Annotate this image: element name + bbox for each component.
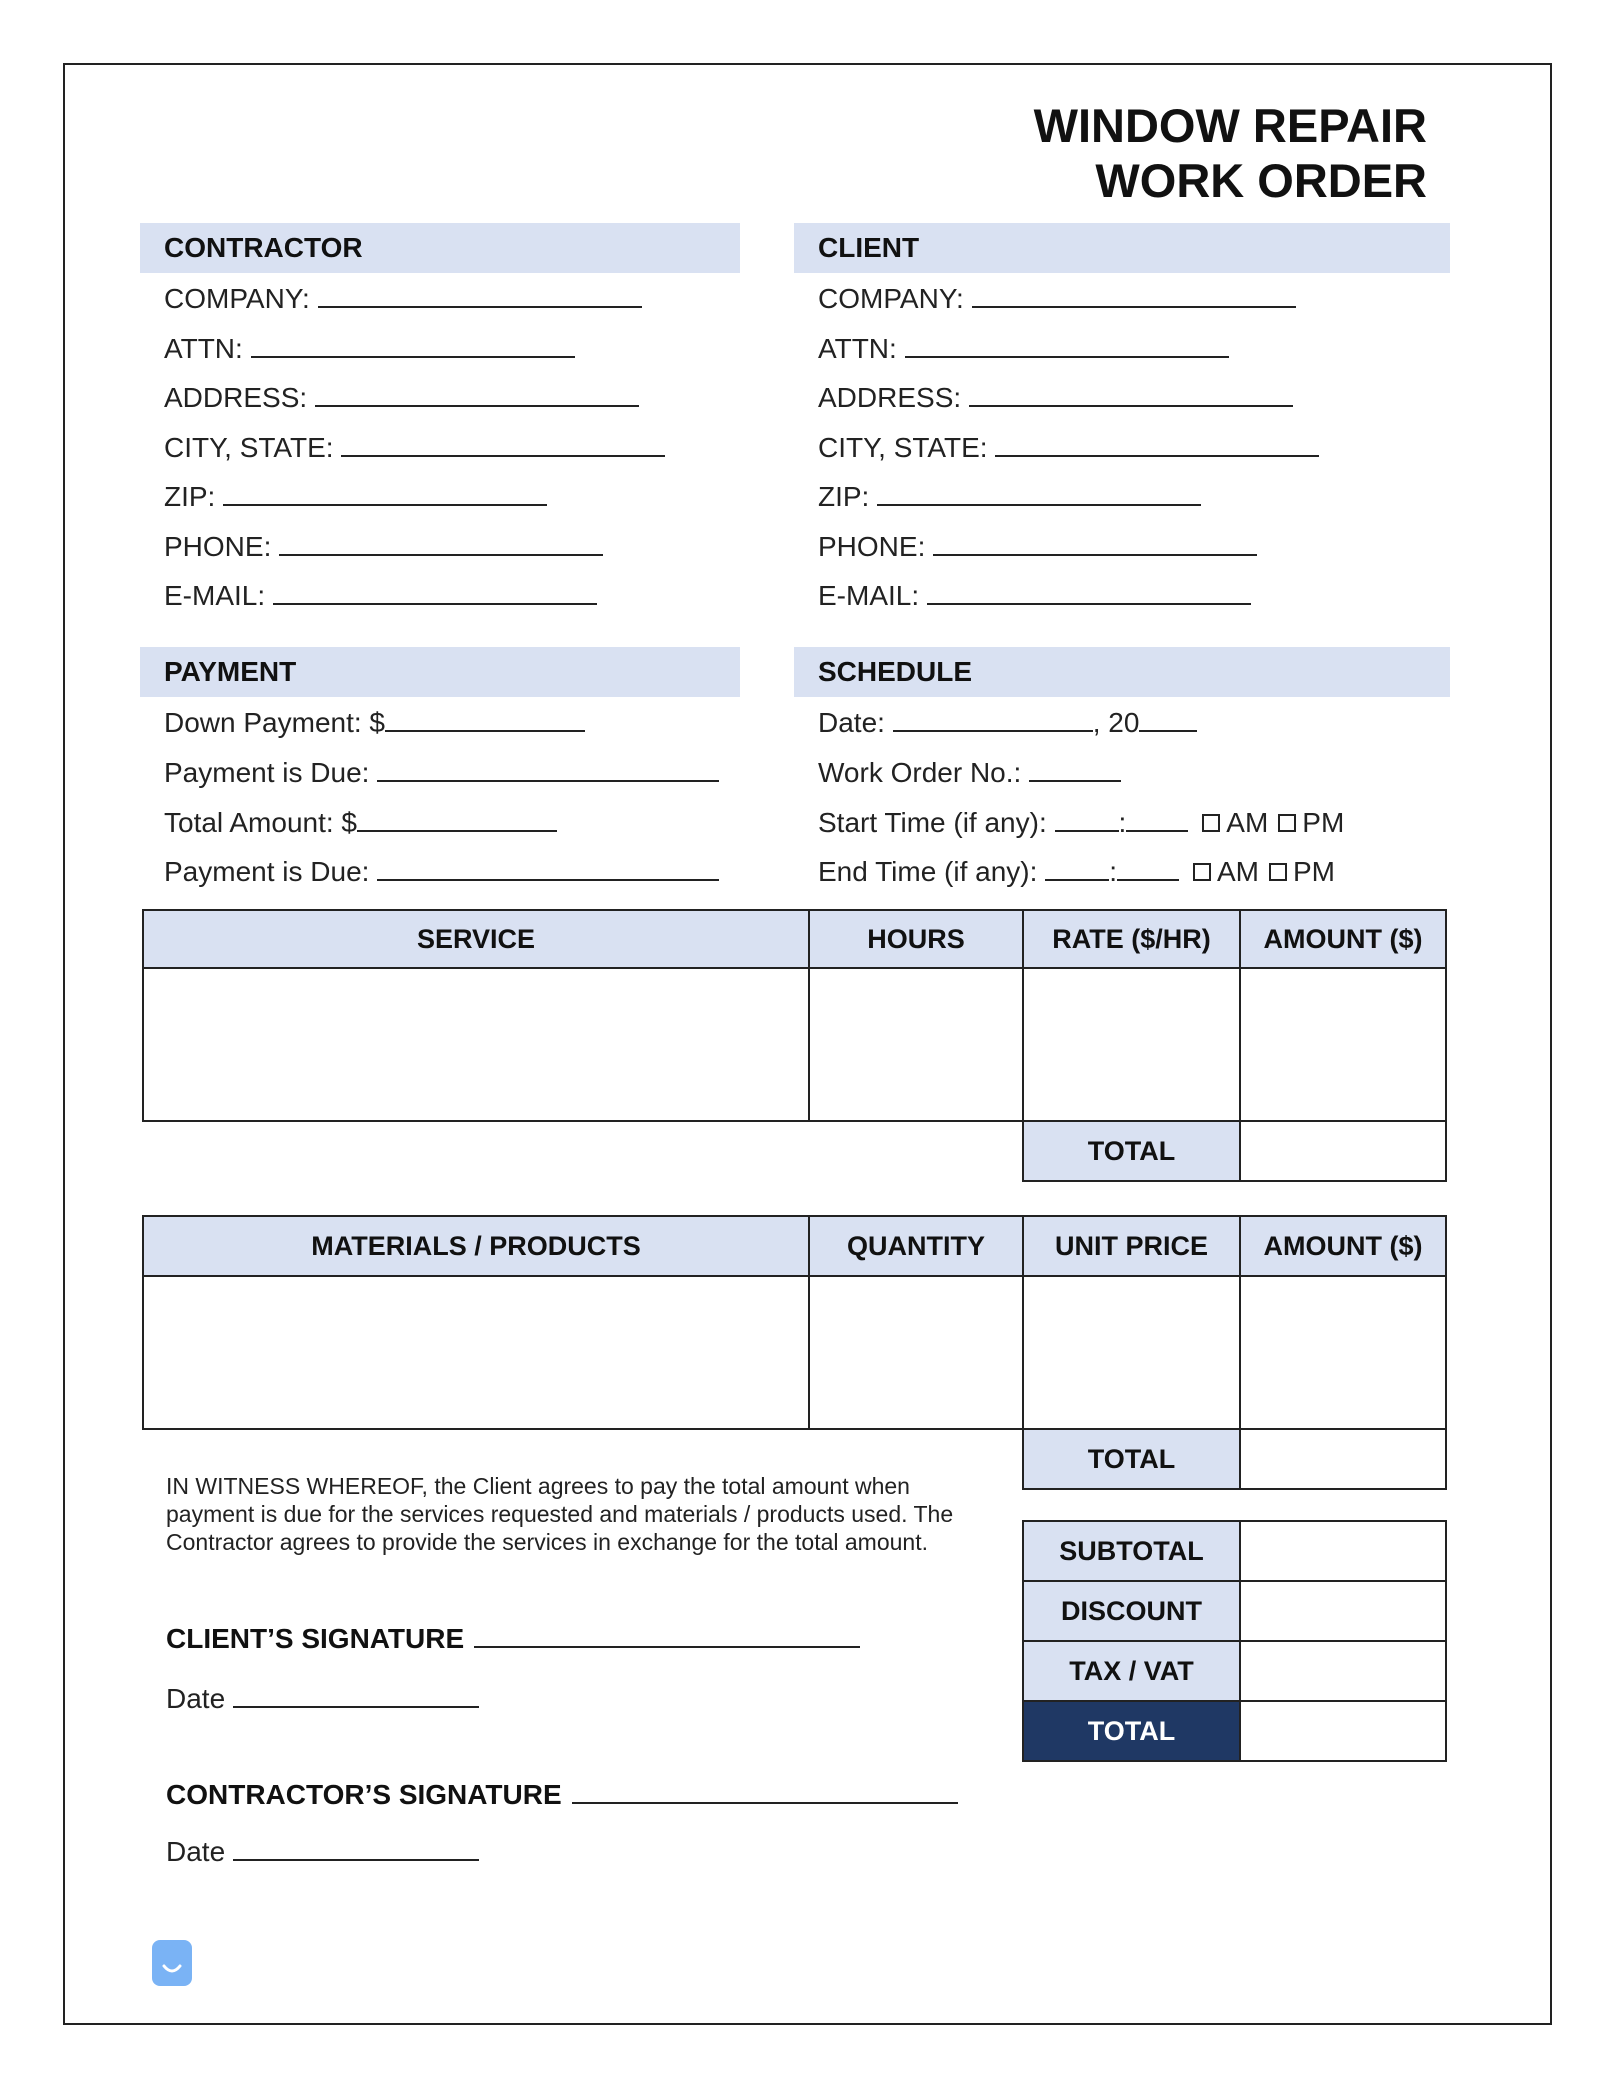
contractor-phone-input[interactable]: [279, 528, 603, 556]
start-minute-input[interactable]: [1126, 804, 1188, 832]
down-payment-field: Down Payment: $: [164, 704, 585, 741]
client-company-input[interactable]: [972, 280, 1296, 308]
schedule-date-input[interactable]: [893, 704, 1093, 732]
client-attn-field: ATTN:: [818, 330, 1229, 367]
service-amount-cell[interactable]: [1240, 968, 1446, 1121]
hours-header: HOURS: [809, 910, 1023, 968]
end-time-field: End Time (if any): : AM PM: [818, 853, 1335, 890]
tax-cell[interactable]: [1240, 1641, 1446, 1701]
discount-cell[interactable]: [1240, 1581, 1446, 1641]
contractor-attn-field: ATTN:: [164, 330, 575, 367]
subtotal-label: SUBTOTAL: [1023, 1521, 1240, 1581]
contractor-address-input[interactable]: [315, 379, 639, 407]
contractor-email-field: E-MAIL:: [164, 577, 597, 614]
materials-total-label: TOTAL: [1023, 1429, 1240, 1489]
work-order-number-field: Work Order No.:: [818, 754, 1121, 791]
subtotal-cell[interactable]: [1240, 1521, 1446, 1581]
contractor-company-field: COMPANY:: [164, 280, 642, 317]
materials-cell[interactable]: [143, 1276, 809, 1429]
schedule-date-field: Date: , 20: [818, 704, 1197, 741]
empty-cell: [809, 1121, 1023, 1181]
materials-amount-header: AMOUNT ($): [1240, 1216, 1446, 1276]
contractor-attn-input[interactable]: [251, 330, 575, 358]
client-phone-field: PHONE:: [818, 528, 1257, 565]
client-attn-input[interactable]: [905, 330, 1229, 358]
contractor-heading: CONTRACTOR: [140, 223, 740, 273]
summary-table: [1022, 1520, 1447, 1762]
materials-table: [142, 1215, 1447, 1490]
work-order-number-input[interactable]: [1029, 754, 1121, 782]
services-total-cell[interactable]: [1240, 1121, 1446, 1181]
end-pm-checkbox-icon[interactable]: [1269, 863, 1287, 881]
materials-header: MATERIALS / PRODUCTS: [143, 1216, 809, 1276]
smile-logo-icon: [152, 1940, 192, 1986]
payment-due-field-1: Payment is Due:: [164, 754, 719, 791]
hours-cell[interactable]: [809, 968, 1023, 1121]
client-heading: CLIENT: [794, 223, 1450, 273]
payment-due-input-2[interactable]: [377, 853, 719, 881]
client-signature-field: CLIENT’S SIGNATURE: [166, 1620, 860, 1655]
schedule-heading: SCHEDULE: [794, 647, 1450, 697]
services-table: [142, 909, 1447, 1182]
client-city-state-field: CITY, STATE:: [818, 429, 1319, 466]
end-am-checkbox-icon[interactable]: [1193, 863, 1211, 881]
client-signature-input[interactable]: [474, 1620, 860, 1648]
grand-total-cell[interactable]: [1240, 1701, 1446, 1761]
document-title: [1034, 98, 1427, 208]
tax-label: TAX / VAT: [1023, 1641, 1240, 1701]
contractor-city-state-input[interactable]: [341, 429, 665, 457]
contractor-signature-input[interactable]: [572, 1776, 958, 1804]
materials-total-cell[interactable]: [1240, 1429, 1446, 1489]
client-email-field: E-MAIL:: [818, 577, 1251, 614]
payment-due-field-2: Payment is Due:: [164, 853, 719, 890]
contractor-address-field: ADDRESS:: [164, 379, 639, 416]
unit-price-header: UNIT PRICE: [1023, 1216, 1240, 1276]
client-zip-field: ZIP:: [818, 478, 1201, 515]
title-line-2: WORK ORDER: [1095, 154, 1427, 207]
contractor-phone-field: PHONE:: [164, 528, 603, 565]
start-time-field: Start Time (if any): : AM PM: [818, 804, 1344, 841]
services-total-label: TOTAL: [1023, 1121, 1240, 1181]
client-date-input[interactable]: [233, 1680, 479, 1708]
grand-total-label: TOTAL: [1023, 1701, 1240, 1761]
contractor-date-input[interactable]: [233, 1833, 479, 1861]
payment-heading: PAYMENT: [140, 647, 740, 697]
client-address-input[interactable]: [969, 379, 1293, 407]
service-cell[interactable]: [143, 968, 809, 1121]
service-amount-header: AMOUNT ($): [1240, 910, 1446, 968]
client-company-field: COMPANY:: [818, 280, 1296, 317]
contractor-city-state-field: CITY, STATE:: [164, 429, 665, 466]
unit-price-cell[interactable]: [1023, 1276, 1240, 1429]
end-minute-input[interactable]: [1117, 853, 1179, 881]
contractor-zip-input[interactable]: [223, 478, 547, 506]
contractor-email-input[interactable]: [273, 577, 597, 605]
client-zip-input[interactable]: [877, 478, 1201, 506]
schedule-year-input[interactable]: [1139, 704, 1197, 732]
quantity-cell[interactable]: [809, 1276, 1023, 1429]
payment-due-input-1[interactable]: [377, 754, 719, 782]
service-header: SERVICE: [143, 910, 809, 968]
contractor-company-input[interactable]: [318, 280, 642, 308]
client-date-field: Date: [166, 1680, 479, 1715]
rate-cell[interactable]: [1023, 968, 1240, 1121]
client-phone-input[interactable]: [933, 528, 1257, 556]
start-am-checkbox-icon[interactable]: [1202, 814, 1220, 832]
total-amount-field: Total Amount: $: [164, 804, 557, 841]
contractor-date-field: Date: [166, 1833, 479, 1868]
contractor-signature-field: CONTRACTOR’S SIGNATURE: [166, 1776, 958, 1811]
total-amount-input[interactable]: [357, 804, 557, 832]
contractor-zip-field: ZIP:: [164, 478, 547, 515]
rate-header: RATE ($/HR): [1023, 910, 1240, 968]
witness-text: IN WITNESS WHEREOF, the Client agrees to pay the total amount when payment is due for the services requested and materials / products used. The Contractor agrees to provide the services in exchange for the total amount.: [166, 1473, 954, 1555]
quantity-header: QUANTITY: [809, 1216, 1023, 1276]
discount-label: DISCOUNT: [1023, 1581, 1240, 1641]
client-address-field: ADDRESS:: [818, 379, 1293, 416]
materials-amount-cell[interactable]: [1240, 1276, 1446, 1429]
down-payment-input[interactable]: [385, 704, 585, 732]
start-hour-input[interactable]: [1055, 804, 1119, 832]
client-city-state-input[interactable]: [995, 429, 1319, 457]
empty-cell: [143, 1121, 809, 1181]
title-line-1: WINDOW REPAIR: [1033, 99, 1427, 152]
client-email-input[interactable]: [927, 577, 1251, 605]
start-pm-checkbox-icon[interactable]: [1278, 814, 1296, 832]
end-hour-input[interactable]: [1045, 853, 1109, 881]
